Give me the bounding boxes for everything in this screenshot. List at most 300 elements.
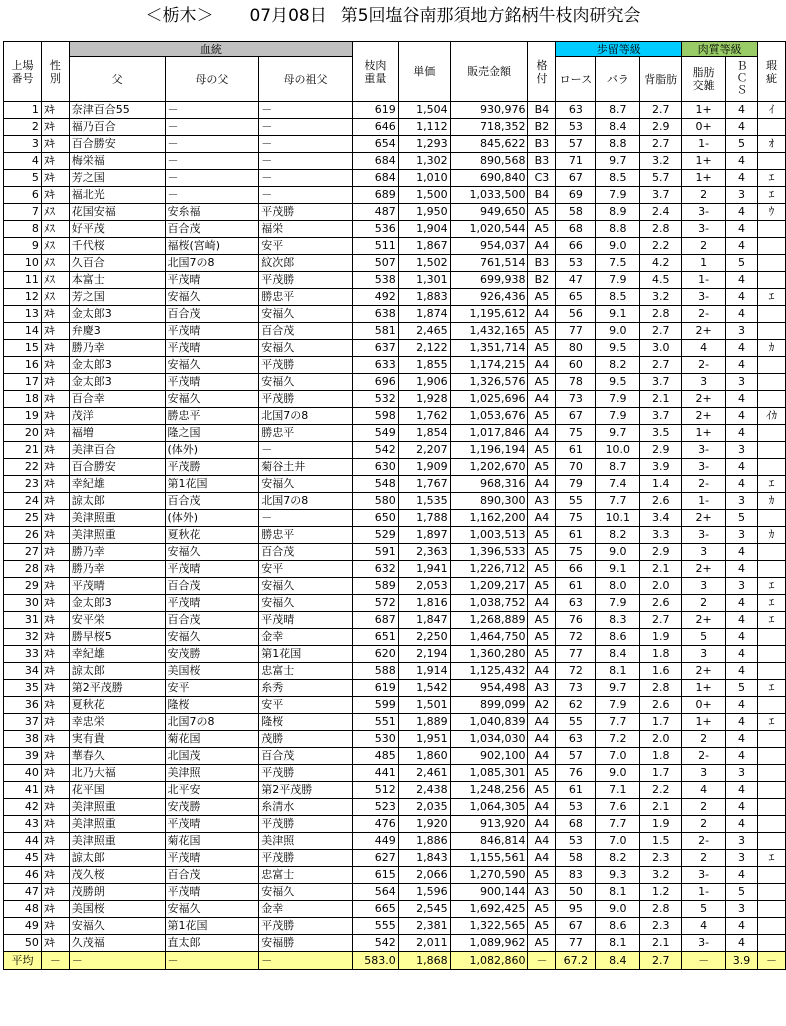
cell-dam-grandfather: 勝忠平 xyxy=(259,527,353,544)
cell-dam-father: 菊花国 xyxy=(165,833,259,850)
cell-rib: 8.6 xyxy=(596,918,640,935)
cell-marbling: 3- xyxy=(682,459,726,476)
cell-back-fat: 1.4 xyxy=(640,476,682,493)
cell-marbling: 2+ xyxy=(682,391,726,408)
cell-dam-father: (体外) xyxy=(165,510,259,527)
cell-no: 30 xyxy=(4,595,42,612)
cell-unit-price: 2,250 xyxy=(398,629,450,646)
cell-grade: A4 xyxy=(528,714,556,731)
cell-grade: A5 xyxy=(528,901,556,918)
cell-bcs: 4 xyxy=(726,425,758,442)
avg-label: 平均 xyxy=(4,952,42,970)
cell-rib: 9.0 xyxy=(596,238,640,255)
cell-dam-father: (体外) xyxy=(165,442,259,459)
cell-dam-father: 隆之国 xyxy=(165,425,259,442)
cell-dam-grandfather: － xyxy=(259,136,353,153)
cell-sales-amount: 690,840 xyxy=(450,170,528,187)
cell-defect: ｴ xyxy=(757,476,785,493)
cell-dam-grandfather: 北国7の8 xyxy=(259,493,353,510)
table-row xyxy=(4,629,786,646)
cell-sales-amount: 1,326,576 xyxy=(450,374,528,391)
cell-dam-father: － xyxy=(165,153,259,170)
cell-loin: 56 xyxy=(556,306,596,323)
table-row xyxy=(4,272,786,289)
cell-marbling: 1+ xyxy=(682,170,726,187)
cell-carcass-weight: 630 xyxy=(352,459,398,476)
table-row xyxy=(4,476,786,493)
cell-bcs: 4 xyxy=(726,272,758,289)
cell-grade: A5 xyxy=(528,612,556,629)
cell-dam-father: 平茂晴 xyxy=(165,884,259,901)
cell-grade: A4 xyxy=(528,357,556,374)
cell-carcass-weight: 619 xyxy=(352,102,398,119)
cell-sales-amount: 1,162,200 xyxy=(450,510,528,527)
cell-father: 茂勝朗 xyxy=(69,884,165,901)
cell-loin: 61 xyxy=(556,578,596,595)
cell-bcs: 4 xyxy=(726,646,758,663)
cell-loin: 67 xyxy=(556,918,596,935)
table-row xyxy=(4,799,786,816)
cell-dam-father: 安福久 xyxy=(165,357,259,374)
cell-marbling: 2- xyxy=(682,306,726,323)
cell-back-fat: 2.1 xyxy=(640,391,682,408)
cell-unit-price: 1,293 xyxy=(398,136,450,153)
cell-father: 百合勝安 xyxy=(69,459,165,476)
cell-bcs: 5 xyxy=(726,680,758,697)
cell-sex: ﾇｷ xyxy=(41,918,69,935)
cell-defect xyxy=(757,221,785,238)
cell-dam-father: 安平 xyxy=(165,680,259,697)
cell-unit-price: 2,363 xyxy=(398,544,450,561)
cell-carcass-weight: 646 xyxy=(352,119,398,136)
cell-carcass-weight: 654 xyxy=(352,136,398,153)
cell-loin: 66 xyxy=(556,561,596,578)
cell-defect xyxy=(757,119,785,136)
cell-loin: 65 xyxy=(556,289,596,306)
cell-father: 本富士 xyxy=(69,272,165,289)
cell-loin: 53 xyxy=(556,833,596,850)
cell-loin: 72 xyxy=(556,663,596,680)
cell-sex: ﾒｽ xyxy=(41,289,69,306)
header-bloodline-group: 血統 xyxy=(69,42,352,57)
cell-defect xyxy=(757,544,785,561)
cell-loin: 47 xyxy=(556,272,596,289)
cell-dam-father: 平茂晴 xyxy=(165,850,259,867)
cell-sales-amount: 1,174,215 xyxy=(450,357,528,374)
table-row xyxy=(4,170,786,187)
cell-unit-price: 1,542 xyxy=(398,680,450,697)
table-row xyxy=(4,102,786,119)
cell-father: 勝乃幸 xyxy=(69,544,165,561)
cell-carcass-weight: 476 xyxy=(352,816,398,833)
cell-marbling: 1- xyxy=(682,272,726,289)
cell-sales-amount: 1,125,432 xyxy=(450,663,528,680)
cell-marbling: 1- xyxy=(682,493,726,510)
cell-father: 福増 xyxy=(69,425,165,442)
cell-defect xyxy=(757,238,785,255)
cell-bcs: 4 xyxy=(726,102,758,119)
header-sales-amount: 販売金額 xyxy=(450,42,528,102)
cell-marbling: 3- xyxy=(682,289,726,306)
cell-defect xyxy=(757,425,785,442)
cell-defect xyxy=(757,323,785,340)
cell-defect: ｴ xyxy=(757,680,785,697)
cell-father: 北乃大福 xyxy=(69,765,165,782)
cell-defect xyxy=(757,782,785,799)
cell-marbling: 2+ xyxy=(682,612,726,629)
cell-loin: 55 xyxy=(556,714,596,731)
cell-marbling: 2 xyxy=(682,799,726,816)
cell-father: 好平茂 xyxy=(69,221,165,238)
cell-no: 18 xyxy=(4,391,42,408)
cell-dam-father: 平茂晴 xyxy=(165,595,259,612)
cell-no: 7 xyxy=(4,204,42,221)
cell-bcs: 3 xyxy=(726,323,758,340)
cell-sales-amount: 1,020,544 xyxy=(450,221,528,238)
cell-back-fat: 2.1 xyxy=(640,561,682,578)
cell-grade: A5 xyxy=(528,323,556,340)
table-row xyxy=(4,255,786,272)
cell-grade: A4 xyxy=(528,833,556,850)
cell-sex: ﾇｷ xyxy=(41,459,69,476)
cell-sales-amount: 949,650 xyxy=(450,204,528,221)
table-row xyxy=(4,697,786,714)
cell-unit-price: 2,035 xyxy=(398,799,450,816)
cell-dam-father: 美国桜 xyxy=(165,663,259,680)
cell-dam-father: 百合茂 xyxy=(165,221,259,238)
cell-rib: 8.5 xyxy=(596,170,640,187)
header-marbling: 脂肪 交雑 xyxy=(682,57,726,102)
cell-dam-father: 安福久 xyxy=(165,901,259,918)
table-row xyxy=(4,663,786,680)
cell-bcs: 4 xyxy=(726,918,758,935)
cell-defect: ｴ xyxy=(757,850,785,867)
cell-sales-amount: 718,352 xyxy=(450,119,528,136)
cell-dam-grandfather: 勝忠平 xyxy=(259,425,353,442)
cell-defect xyxy=(757,731,785,748)
cell-back-fat: 2.3 xyxy=(640,918,682,935)
cell-marbling: 4 xyxy=(682,782,726,799)
cell-bcs: 4 xyxy=(726,204,758,221)
cell-no: 16 xyxy=(4,357,42,374)
cell-sales-amount: 1,322,565 xyxy=(450,918,528,935)
cell-rib: 8.3 xyxy=(596,612,640,629)
cell-rib: 9.0 xyxy=(596,544,640,561)
table-row xyxy=(4,442,786,459)
cell-back-fat: 2.2 xyxy=(640,238,682,255)
title-event: 第5回塩谷南那須地方銘柄牛枝肉研究会 xyxy=(340,6,641,26)
cell-no: 46 xyxy=(4,867,42,884)
cell-father: 諒太郎 xyxy=(69,663,165,680)
cell-loin: 75 xyxy=(556,544,596,561)
cell-carcass-weight: 591 xyxy=(352,544,398,561)
table-row xyxy=(4,510,786,527)
cell-father: 勝乃幸 xyxy=(69,561,165,578)
table-row xyxy=(4,544,786,561)
cell-sex: ﾇｷ xyxy=(41,850,69,867)
cell-father: 茂久桜 xyxy=(69,867,165,884)
cell-sales-amount: 1,202,670 xyxy=(450,459,528,476)
cell-bcs: 4 xyxy=(726,782,758,799)
cell-no: 25 xyxy=(4,510,42,527)
cell-rib: 7.9 xyxy=(596,697,640,714)
table-row xyxy=(4,646,786,663)
table-row xyxy=(4,595,786,612)
cell-sex: ﾒｽ xyxy=(41,204,69,221)
cell-bcs: 3 xyxy=(726,578,758,595)
cell-dam-father: 北国7の8 xyxy=(165,714,259,731)
cell-loin: 61 xyxy=(556,442,596,459)
cell-dam-grandfather: 金幸 xyxy=(259,901,353,918)
cell-back-fat: 2.9 xyxy=(640,442,682,459)
cell-loin: 63 xyxy=(556,595,596,612)
avg-father: － xyxy=(69,952,165,970)
cell-unit-price: 1,502 xyxy=(398,255,450,272)
cell-grade: A2 xyxy=(528,697,556,714)
cell-dam-father: 百合茂 xyxy=(165,867,259,884)
cell-sex: ﾇｷ xyxy=(41,391,69,408)
cell-rib: 7.9 xyxy=(596,272,640,289)
cell-no: 20 xyxy=(4,425,42,442)
header-sex: 性 別 xyxy=(41,42,69,102)
cell-sex: ﾇｷ xyxy=(41,153,69,170)
header-back-fat: 背脂肪 xyxy=(640,57,682,102)
cell-grade: A4 xyxy=(528,238,556,255)
cell-carcass-weight: 637 xyxy=(352,340,398,357)
cell-father: 金太郎3 xyxy=(69,306,165,323)
cell-no: 8 xyxy=(4,221,42,238)
cell-carcass-weight: 638 xyxy=(352,306,398,323)
table-row xyxy=(4,884,786,901)
cell-sex: ﾇｷ xyxy=(41,901,69,918)
cell-back-fat: 2.7 xyxy=(640,102,682,119)
table-row xyxy=(4,731,786,748)
cell-bcs: 3 xyxy=(726,374,758,391)
cell-sex: ﾇｷ xyxy=(41,748,69,765)
cell-loin: 69 xyxy=(556,187,596,204)
cell-rib: 7.7 xyxy=(596,714,640,731)
cell-bcs: 4 xyxy=(726,731,758,748)
cell-loin: 63 xyxy=(556,731,596,748)
cell-loin: 68 xyxy=(556,221,596,238)
cell-marbling: 3- xyxy=(682,867,726,884)
cell-unit-price: 1,788 xyxy=(398,510,450,527)
cell-rib: 8.4 xyxy=(596,646,640,663)
cell-bcs: 3 xyxy=(726,187,758,204)
cell-defect: ｴ xyxy=(757,595,785,612)
cell-rib: 7.1 xyxy=(596,782,640,799)
header-dam-father: 母の父 xyxy=(165,57,259,102)
cell-father: 諒太郎 xyxy=(69,850,165,867)
cell-dam-grandfather: 平茂勝 xyxy=(259,765,353,782)
table-row xyxy=(4,493,786,510)
cell-carcass-weight: 536 xyxy=(352,221,398,238)
cell-defect: ｴ xyxy=(757,289,785,306)
cell-grade: A5 xyxy=(528,561,556,578)
cell-dam-father: 百合茂 xyxy=(165,493,259,510)
cell-dam-grandfather: 平茂勝 xyxy=(259,918,353,935)
cell-unit-price: 2,194 xyxy=(398,646,450,663)
cell-no: 38 xyxy=(4,731,42,748)
cell-marbling: 4 xyxy=(682,340,726,357)
cell-back-fat: 3.3 xyxy=(640,527,682,544)
cell-defect: ｴ xyxy=(757,187,785,204)
average-row xyxy=(4,952,786,970)
cell-dam-grandfather: 平茂勝 xyxy=(259,204,353,221)
cell-back-fat: 2.7 xyxy=(640,323,682,340)
cell-carcass-weight: 615 xyxy=(352,867,398,884)
cell-carcass-weight: 507 xyxy=(352,255,398,272)
cell-bcs: 4 xyxy=(726,306,758,323)
cell-marbling: 1+ xyxy=(682,102,726,119)
cell-sales-amount: 1,248,256 xyxy=(450,782,528,799)
cell-no: 9 xyxy=(4,238,42,255)
cell-carcass-weight: 449 xyxy=(352,833,398,850)
cell-carcass-weight: 485 xyxy=(352,748,398,765)
cell-unit-price: 1,504 xyxy=(398,102,450,119)
cell-rib: 7.9 xyxy=(596,187,640,204)
cell-grade: A4 xyxy=(528,595,556,612)
cell-grade: A4 xyxy=(528,425,556,442)
table-row xyxy=(4,867,786,884)
cell-grade: B4 xyxy=(528,187,556,204)
cell-sex: ﾇｷ xyxy=(41,884,69,901)
cell-marbling: 1+ xyxy=(682,714,726,731)
cell-grade: B3 xyxy=(528,153,556,170)
cell-back-fat: 2.0 xyxy=(640,578,682,595)
cell-loin: 63 xyxy=(556,102,596,119)
cell-sex: ﾇｷ xyxy=(41,935,69,952)
cell-no: 2 xyxy=(4,119,42,136)
cell-defect xyxy=(757,918,785,935)
cell-rib: 7.4 xyxy=(596,476,640,493)
cell-grade: A5 xyxy=(528,935,556,952)
cell-marbling: 2 xyxy=(682,595,726,612)
cell-dam-father: 安福久 xyxy=(165,629,259,646)
cell-back-fat: 3.2 xyxy=(640,153,682,170)
cell-back-fat: 3.2 xyxy=(640,289,682,306)
cell-back-fat: 1.2 xyxy=(640,884,682,901)
cell-father: 勝乃幸 xyxy=(69,340,165,357)
cell-bcs: 4 xyxy=(726,391,758,408)
cell-carcass-weight: 549 xyxy=(352,425,398,442)
cell-no: 33 xyxy=(4,646,42,663)
cell-no: 17 xyxy=(4,374,42,391)
cell-loin: 53 xyxy=(556,119,596,136)
cell-back-fat: 1.9 xyxy=(640,816,682,833)
cell-marbling: 3 xyxy=(682,765,726,782)
cell-grade: B2 xyxy=(528,119,556,136)
cell-sales-amount: 1,195,612 xyxy=(450,306,528,323)
cell-rib: 7.0 xyxy=(596,833,640,850)
cell-back-fat: 3.7 xyxy=(640,374,682,391)
cell-back-fat: 1.7 xyxy=(640,714,682,731)
cell-no: 21 xyxy=(4,442,42,459)
cell-no: 31 xyxy=(4,612,42,629)
cell-sex: ﾇｷ xyxy=(41,561,69,578)
cell-sales-amount: 1,025,696 xyxy=(450,391,528,408)
cell-sex: ﾇｷ xyxy=(41,680,69,697)
avg-marbling: － xyxy=(682,952,726,970)
cell-marbling: 2 xyxy=(682,187,726,204)
cell-back-fat: 5.7 xyxy=(640,170,682,187)
cell-dam-father: － xyxy=(165,102,259,119)
cell-carcass-weight: 696 xyxy=(352,374,398,391)
cell-no: 1 xyxy=(4,102,42,119)
cell-marbling: 1+ xyxy=(682,425,726,442)
cell-back-fat: 2.9 xyxy=(640,544,682,561)
cell-rib: 9.1 xyxy=(596,306,640,323)
cell-marbling: 0+ xyxy=(682,697,726,714)
cell-marbling: 3- xyxy=(682,527,726,544)
cell-no: 48 xyxy=(4,901,42,918)
cell-no: 43 xyxy=(4,816,42,833)
cell-rib: 7.9 xyxy=(596,595,640,612)
cell-no: 14 xyxy=(4,323,42,340)
cell-bcs: 4 xyxy=(726,714,758,731)
avg-grade: － xyxy=(528,952,556,970)
cell-sales-amount: 1,226,712 xyxy=(450,561,528,578)
cell-sex: ﾇｷ xyxy=(41,170,69,187)
cell-unit-price: 2,438 xyxy=(398,782,450,799)
cell-marbling: 1- xyxy=(682,136,726,153)
cell-back-fat: 2.6 xyxy=(640,493,682,510)
cell-dam-grandfather: 平茂晴 xyxy=(259,612,353,629)
cell-father: 美津百合 xyxy=(69,442,165,459)
cell-carcass-weight: 620 xyxy=(352,646,398,663)
cell-defect xyxy=(757,561,785,578)
cell-unit-price: 1,889 xyxy=(398,714,450,731)
cell-dam-grandfather: 百合茂 xyxy=(259,323,353,340)
cell-unit-price: 2,066 xyxy=(398,867,450,884)
cell-unit-price: 1,816 xyxy=(398,595,450,612)
cell-unit-price: 1,914 xyxy=(398,663,450,680)
cell-loin: 55 xyxy=(556,493,596,510)
cell-dam-grandfather: 安福久 xyxy=(259,578,353,595)
cell-dam-grandfather: 隆桜 xyxy=(259,714,353,731)
cell-sex: ﾇｷ xyxy=(41,867,69,884)
cell-dam-grandfather: 美津照 xyxy=(259,833,353,850)
cell-unit-price: 2,465 xyxy=(398,323,450,340)
table-row xyxy=(4,306,786,323)
cell-rib: 8.1 xyxy=(596,935,640,952)
cell-bcs: 4 xyxy=(726,221,758,238)
header-quality-group: 肉質等級 xyxy=(682,42,758,57)
table-row xyxy=(4,459,786,476)
cell-sales-amount: 845,622 xyxy=(450,136,528,153)
cell-dam-grandfather: 福栄 xyxy=(259,221,353,238)
cell-carcass-weight: 665 xyxy=(352,901,398,918)
cell-defect xyxy=(757,510,785,527)
cell-carcass-weight: 689 xyxy=(352,187,398,204)
cell-sales-amount: 890,568 xyxy=(450,153,528,170)
cell-no: 12 xyxy=(4,289,42,306)
cell-father: 安平栄 xyxy=(69,612,165,629)
cell-carcass-weight: 588 xyxy=(352,663,398,680)
cell-unit-price: 1,596 xyxy=(398,884,450,901)
cell-no: 40 xyxy=(4,765,42,782)
cell-no: 35 xyxy=(4,680,42,697)
cell-dam-father: 百合茂 xyxy=(165,306,259,323)
cell-sex: ﾇｷ xyxy=(41,663,69,680)
cell-marbling: 2+ xyxy=(682,561,726,578)
cell-rib: 7.6 xyxy=(596,799,640,816)
cell-sales-amount: 954,498 xyxy=(450,680,528,697)
cell-loin: 53 xyxy=(556,255,596,272)
cell-sales-amount: 1,155,561 xyxy=(450,850,528,867)
cell-grade: B4 xyxy=(528,102,556,119)
cell-dam-father: － xyxy=(165,136,259,153)
